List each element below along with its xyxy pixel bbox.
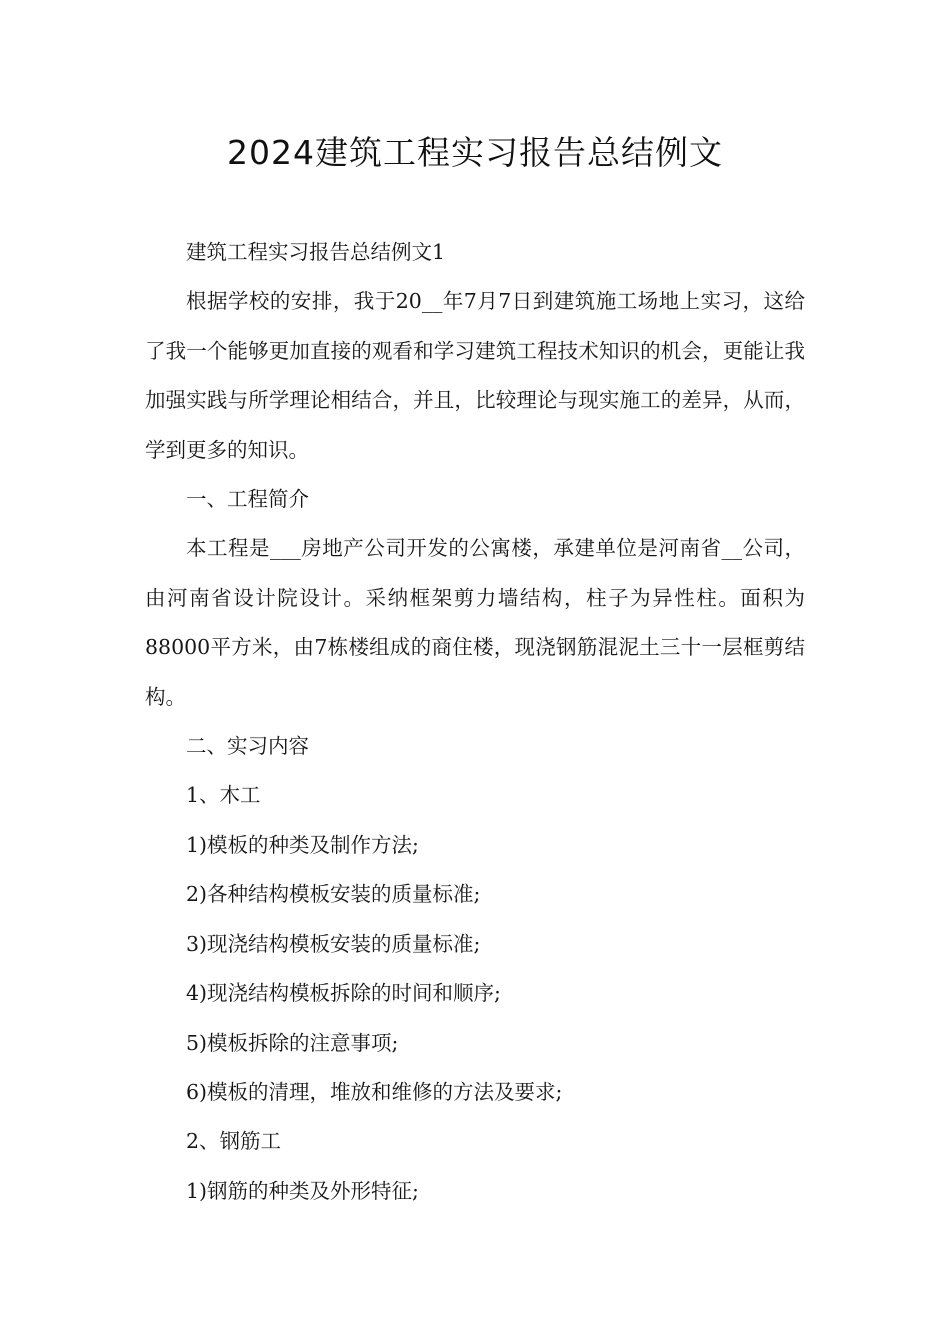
document-body bbox=[145, 228, 805, 1216]
document-title: 2024建筑工程实习报告总结例文 bbox=[227, 133, 723, 172]
heading-project-overview: 一、工程简介 bbox=[186, 487, 309, 512]
heading-internship-content: 二、实习内容 bbox=[186, 734, 309, 759]
list-item: 5)模板拆除的注意事项; bbox=[186, 1030, 399, 1055]
paragraph-intro: 根据学校的安排，我于20__年7月7日到建筑施工场地上实习，这给了我一个能够更加直接的观看和学习建筑工程技术知识的机会，更能让我加强实践与所学理论相结合，并且，比较理论与现实施工的差异，从而，学到更多的知识。 bbox=[145, 289, 805, 462]
list-item: 2)各种结构模板安装的质量标准; bbox=[186, 882, 481, 907]
paragraph-project-description: 本工程是___房地产公司开发的公寓楼，承建单位是河南省__公司，由河南省设计院设计。采纳框架剪力墙结构，柱子为异性柱。面积为88000平方米，由7栋楼组成的商住楼，现浇钢筋混泥土三十一层框剪结构。 bbox=[145, 536, 805, 709]
subheading-rebar-work: 2、钢筋工 bbox=[186, 1129, 282, 1154]
list-item: 1)模板的种类及制作方法; bbox=[186, 832, 419, 857]
list-item: 3)现浇结构模板安装的质量标准; bbox=[186, 931, 481, 956]
list-item: 6)模板的清理，堆放和维修的方法及要求; bbox=[186, 1079, 563, 1104]
subheading-carpentry: 1、木工 bbox=[186, 783, 261, 808]
list-item: 4)现浇结构模板拆除的时间和顺序; bbox=[186, 981, 501, 1006]
list-item: 1)钢筋的种类及外形特征; bbox=[186, 1178, 419, 1203]
paragraph-section-title: 建筑工程实习报告总结例文1 bbox=[186, 240, 446, 264]
